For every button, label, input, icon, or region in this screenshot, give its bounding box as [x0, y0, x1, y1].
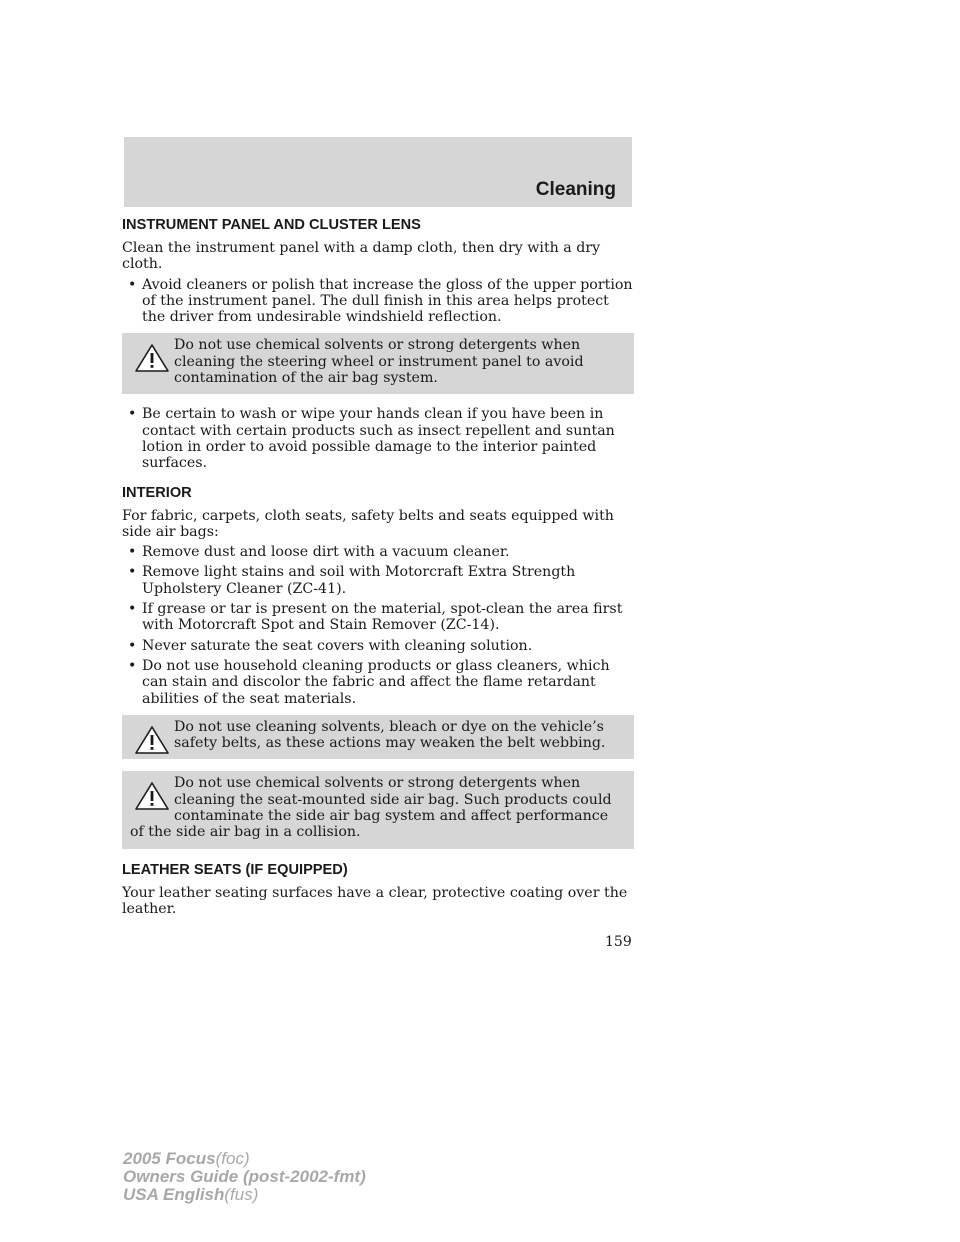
paragraph-instrument-intro: Clean the instrument panel with a damp cloth, then dry with a dry cloth. — [122, 240, 601, 273]
list-item: • Remove dust and loose dirt with a vacuum cleaner. — [122, 544, 634, 560]
list-item: • If grease or tar is present on the material, spot-clean the area first with Motorcraft Spot and Stain Remover (ZC-14). — [122, 601, 634, 634]
warning-triangle-icon — [130, 343, 174, 373]
list-item: • Avoid cleaners or polish that increase the gloss of the upper portion of the instrument panel. The dull finish in this area helps protect the driver from undesirable windshield reflection. — [122, 277, 634, 326]
warning-text: Do not use chemical solvents or strong detergents when cleaning the seat-mounted side air bag. Such products could contaminate the side air bag system and affect performance of the side air bag in a collision. — [130, 775, 612, 841]
list-item: • Remove light stains and soil with Motorcraft Extra Strength Upholstery Cleaner (ZC-41). — [122, 564, 634, 597]
list-item: • Be certain to wash or wipe your hands clean if you have been in contact with certain products such as insect repellent and suntan lotion in order to avoid possible damage to the interior painted surfaces. — [122, 406, 634, 471]
footer-language: USA English — [123, 1185, 225, 1204]
bullet-list-interior — [122, 544, 634, 707]
paragraph-leather-intro: Your leather seating surfaces have a clear, protective coating over the leather. — [122, 884, 628, 917]
warning-box — [122, 333, 634, 394]
heading-leather-seats: LEATHER SEATS (IF EQUIPPED) — [122, 861, 348, 878]
bullet-list-instrument-2 — [122, 406, 634, 471]
footer-guide: Owners Guide (post-2002-fmt) — [123, 1167, 366, 1186]
warning-box — [122, 771, 634, 848]
warning-text: Do not use chemical solvents or strong detergents when cleaning the steering wheel or instrument panel to avoid contamination of the air bag system. — [174, 337, 584, 387]
list-item: • Never saturate the seat covers with cleaning solution. — [122, 638, 634, 654]
page-number: 159 — [605, 934, 632, 950]
section-title: Cleaning — [535, 179, 616, 200]
bullet-list-instrument — [122, 277, 634, 326]
list-item: • Do not use household cleaning products or glass cleaners, which can stain and discolor the fabric and affect the flame retardant abilities of the seat materials. — [122, 658, 634, 707]
footer-document-info — [123, 1150, 366, 1204]
page-content — [122, 216, 634, 921]
footer-model: 2005 Focus — [123, 1149, 216, 1168]
warning-triangle-icon — [130, 725, 174, 755]
warning-triangle-icon — [130, 781, 174, 811]
warning-text: Do not use cleaning solvents, bleach or dye on the vehicle’s safety belts, as these actions may weaken the belt webbing. — [174, 718, 606, 752]
heading-interior: INTERIOR — [122, 484, 192, 501]
paragraph-interior-intro: For fabric, carpets, cloth seats, safety belts and seats equipped with side air bags: — [122, 507, 614, 540]
heading-instrument-panel: INSTRUMENT PANEL AND CLUSTER LENS — [122, 217, 421, 233]
warning-box — [122, 715, 634, 760]
section-header — [124, 137, 632, 207]
footer-language-code: (fus) — [224, 1185, 259, 1204]
footer-model-code: (foc) — [215, 1149, 250, 1168]
